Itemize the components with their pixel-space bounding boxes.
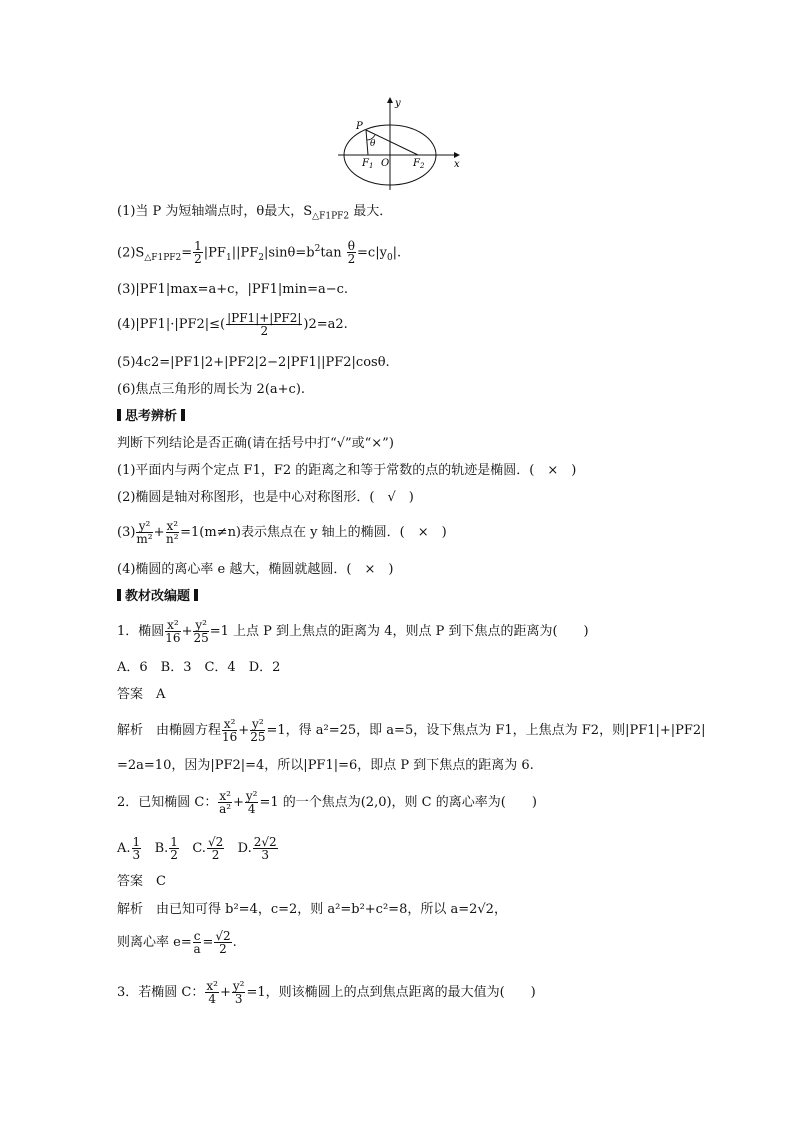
prop-1: (1)当 P 为短轴端点时，θ最大，$S_{\triangle F1PF2}$ 最大． <box>117 204 393 222</box>
y-axis-arrow <box>387 97 393 103</box>
x-axis-arrow <box>454 152 460 158</box>
ellipse-figure <box>336 94 466 190</box>
label-f1: $F_1$ <box>362 158 374 170</box>
exercise-1-solution: 解析 由椭圆方程 $\frac{\text{x²}}{16}$ + $\frac{\text{y²}}{25}$ =1，得 a²=25，即 a=5，设下焦点为 F1，上焦点为 F2，则|PF1|+|PF2| <box>117 717 706 744</box>
section-header-think: 思考辨析 <box>117 408 185 426</box>
exercise-1-solution-cont: =2a=10，因为|PF2|=4，所以|PF1|=6，即点 P 到下焦点的距离为 6. <box>117 758 534 773</box>
label-f2: $F_2$ <box>413 158 425 170</box>
exercise-2-question: 2．已知椭圆 C： $\frac{\text{x²}}{\text{a²}}$ + $\frac{\text{y²}}{4}$ =1 的一个焦点为(2,0)，则 C 的离心率为( ) <box>117 789 537 816</box>
section-header-textbook: 教材改编题 <box>117 588 198 606</box>
exercise-3-question: 3．若椭圆 C： $\frac{\text{x²}}{4}$ + $\frac{\text{y²}}{3}$ =1，则该椭圆上的点到焦点距离的最大值为( ) <box>117 979 536 1006</box>
think-q2: (2)椭圆是轴对称图形，也是中心对称图形．( √ ) <box>117 490 414 505</box>
think-intro: 判断下列结论是否正确(请在括号中打“√”或“×”) <box>117 436 394 451</box>
exercise-1-options: A．6 B．3 C．4 D．2 <box>117 660 281 675</box>
prop-4: (4)|PF1|·|PF2|≤( $\frac{|PF1|+|PF2|}{2}$ )2=a2. <box>117 311 348 338</box>
label-y: y <box>395 98 401 109</box>
exercise-2-solution-cont: 则离心率 e= $\frac{c}{a}$ = $\frac{√2}{2}$ . <box>117 929 237 956</box>
label-p: P <box>356 121 363 132</box>
label-theta: θ <box>370 139 376 149</box>
prop-5: (5)4c2=|PF1|2+|PF2|2−2|PF1||PF2|cosθ. <box>117 355 390 370</box>
exercise-2-solution: 解析 由已知可得 b²=4，c=2，则 a²=b²+c²=8，所以 a=2√2， <box>117 902 507 917</box>
think-q1: (1)平面内与两个定点 F1，F2 的距离之和等于常数的点的轨迹是椭圆．( × ) <box>117 463 577 478</box>
label-o: O <box>381 158 390 169</box>
exercise-1-question: 1．椭圆 $\frac{\text{x²}}{16}$ + $\frac{\text{y²}}{25}$ =1 上点 P 到上焦点的距离为 4，则点 P 到下焦点的距离为( ) <box>117 618 589 645</box>
think-q3: (3) $\frac{\text{y²}}{\text{m²}}$ + $\frac{\text{x²}}{\text{n²}}$ =1(m≠n)表示焦点在 y 轴上的椭圆．( × ) <box>117 519 447 546</box>
prop-2: $(2)S_{\triangle F1PF2}=$ $\frac{1}{2}$ $|PF_1||PF_2|\sin\theta=b^2\tan$ $\frac{\theta}{2}$ $=c|y_0|$. <box>117 239 402 267</box>
think-q4: (4)椭圆的离心率 e 越大，椭圆就越圆．( × ) <box>117 562 394 577</box>
segment-pf1 <box>366 130 368 155</box>
prop-6: (6)焦点三角形的周长为 2(a+c). <box>117 382 306 397</box>
label-x: x <box>454 159 460 170</box>
prop-3: (3)|PF1|max=a+c，|PF1|min=a−c. <box>117 282 349 297</box>
exercise-2-options: A. $\frac{1}{3}$ B. $\frac{1}{2}$ C. $\frac{√2}{2}$ D. $\frac{2√2}{3}$ <box>117 835 277 862</box>
exercise-2-answer: 答案 C <box>117 874 166 889</box>
exercise-1-answer: 答案 A <box>117 687 166 702</box>
